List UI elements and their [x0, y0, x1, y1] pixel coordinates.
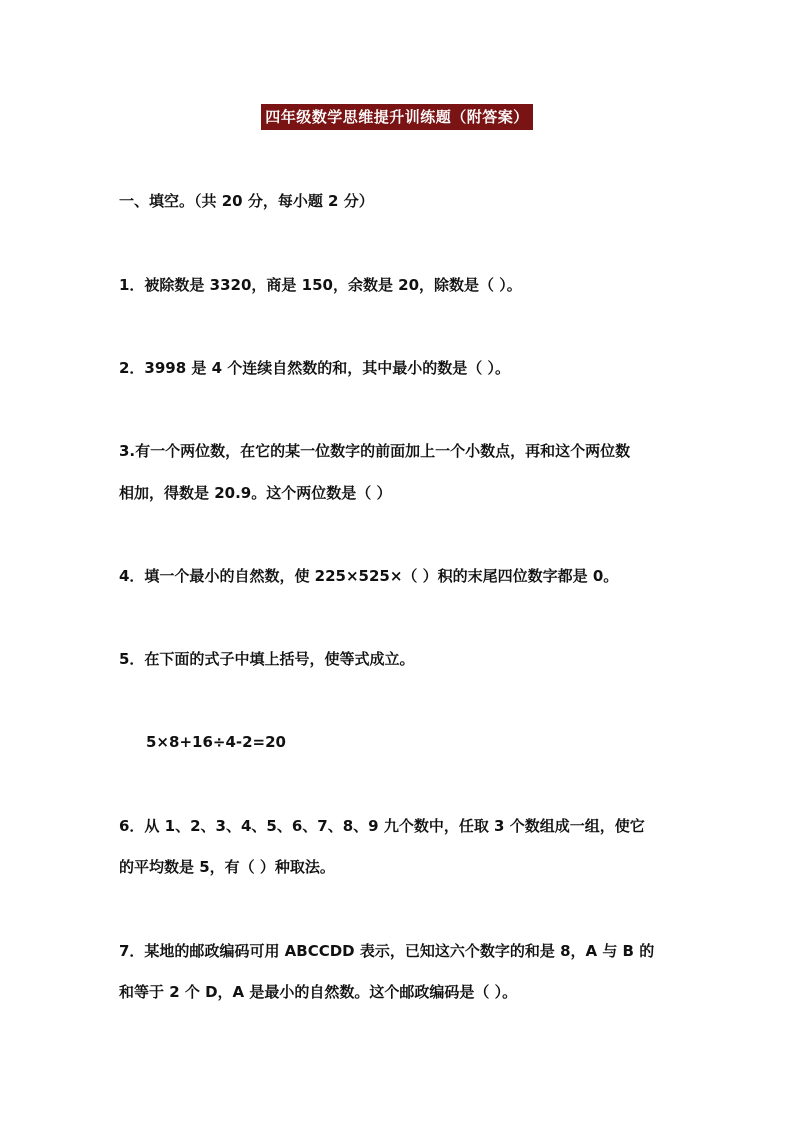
question-4-line-1: 4．填一个最小的自然数，使 225×525×（ ）积的末尾四位数字都是 0。 — [119, 567, 619, 585]
question-6-line-2: 的平均数是 5，有（ ）种取法。 — [119, 858, 335, 876]
section-heading: 一、填空。（共 20 分，每小题 2 分） — [119, 192, 374, 210]
question-6-line-1: 6．从 1、2、3、4、5、6、7、8、9 九个数中，任取 3 个数组成一组，使它 — [119, 817, 645, 835]
question-3-line-2: 相加，得数是 20.9。这个两位数是（ ） — [119, 484, 392, 502]
question-5-equation: 5×8+16÷4-2=20 — [146, 733, 286, 751]
question-3-line-1: 3.有一个两位数，在它的某一位数字的前面加上一个小数点，再和这个两位数 — [119, 442, 631, 460]
title-container — [0, 104, 794, 130]
question-7-line-1: 7．某地的邮政编码可用 ABCCDD 表示，已知这六个数字的和是 8，A 与 B 的 — [119, 942, 655, 960]
question-7-line-2: 和等于 2 个 D，A 是最小的自然数。这个邮政编码是（ ）。 — [119, 983, 518, 1001]
question-1-line-1: 1．被除数是 3320，商是 150，余数是 20，除数是（ ）。 — [119, 276, 522, 294]
question-5-line-1: 5．在下面的式子中填上括号，使等式成立。 — [119, 650, 415, 668]
document-title: 四年级数学思维提升训练题（附答案） — [261, 104, 533, 130]
question-2-line-1: 2．3998 是 4 个连续自然数的和，其中最小的数是（ ）。 — [119, 359, 511, 377]
